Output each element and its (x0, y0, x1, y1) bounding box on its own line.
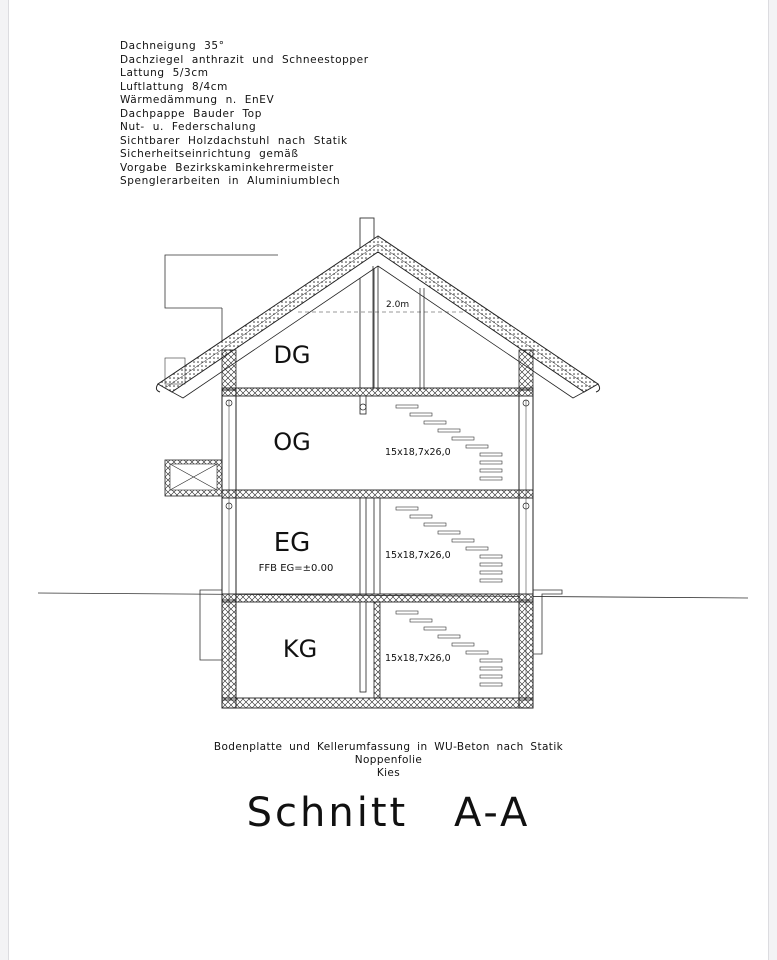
note-line: Sicherheitseinrichtung gemäß (120, 148, 299, 160)
note-line: Dachpappe Bauder Top (120, 107, 262, 120)
floor-label-eg: EG (273, 528, 311, 558)
note-line: Lattung 5/3cm (120, 67, 209, 79)
ffb-label: FFB EG=±0.00 (258, 563, 334, 574)
knee-wall-left (222, 350, 236, 390)
stair-spec-eg: 15x18,7x26,0 (385, 550, 451, 561)
footnote-foundation: Bodenplatte und Kellerumfassung in WU-Beton nach Statik (213, 741, 564, 753)
note-line: Dachziegel anthrazit und Schneestopper (120, 53, 369, 66)
note-line: Dachneigung 35° (120, 40, 225, 52)
note-line: Spenglerarbeiten in Aluminiumblech (120, 175, 341, 187)
floor-label-dg: DG (273, 341, 311, 369)
stair-eg (396, 507, 502, 582)
note-line: Luftlattung 8/4cm (120, 80, 228, 93)
drawing-title: Schnitt A-A (246, 790, 531, 836)
headroom-label: 2.0m (386, 300, 410, 310)
retaining-wall-right (533, 590, 562, 654)
note-line: Vorgabe Bezirkskaminkehrermeister (120, 161, 334, 174)
note-line: Nut- u. Federschalung (120, 121, 257, 133)
stair-kg (396, 611, 502, 686)
footnote-membrane: Noppenfolie (354, 754, 423, 766)
floor-label-og: OG (273, 428, 311, 456)
stair-spec-og: 15x18,7x26,0 (385, 447, 451, 458)
note-line: Wärmedämmung n. EnEV (120, 94, 275, 106)
floor-label-kg: KG (282, 635, 318, 663)
neighbour-building (165, 255, 278, 308)
interior-wall (360, 396, 380, 698)
retaining-wall-left (200, 590, 222, 660)
note-line: Sichtbarer Holzdachstuhl nach Statik (120, 134, 348, 147)
knee-wall-right (519, 350, 533, 390)
stair-spec-kg: 15x18,7x26,0 (385, 653, 451, 664)
footnote-gravel: Kies (376, 767, 401, 779)
balcony-og (165, 460, 222, 496)
stair-og (396, 405, 502, 480)
